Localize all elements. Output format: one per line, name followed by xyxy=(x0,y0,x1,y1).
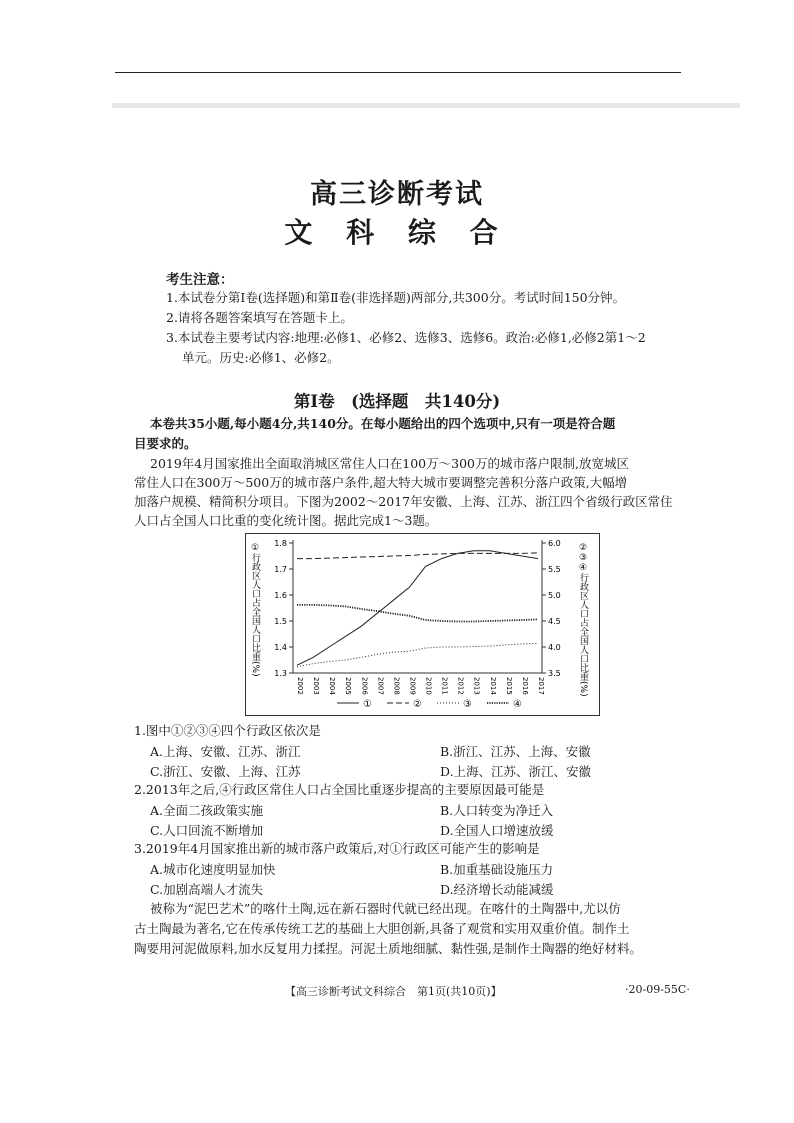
x-tick-label: 2010 xyxy=(424,677,433,695)
x-tick-label: 2004 xyxy=(328,677,337,695)
left-axis-label: ①行政区人口占全国人口比重(%) xyxy=(250,543,260,677)
series-line-④ xyxy=(297,605,538,622)
x-tick-label: 2017 xyxy=(537,677,545,695)
series-line-② xyxy=(297,553,538,559)
right-axis-label: ②③④行政区人口占全国人口比重(%) xyxy=(578,543,588,697)
left-tick-label: 1.6 xyxy=(274,591,287,600)
option-c: C.人口回流不断增加 xyxy=(150,823,264,838)
x-tick-label: 2011 xyxy=(440,677,449,695)
right-tick-label: 4.0 xyxy=(548,643,561,652)
option-b: B.加重基础设施压力 xyxy=(440,862,554,877)
footer-page-info: 【高三诊断考试文科综合 第1页(共10页)】 xyxy=(285,985,502,998)
left-tick-label: 1.8 xyxy=(274,539,287,548)
option-d: D.经济增长动能减缓 xyxy=(440,882,554,897)
x-tick-label: 2009 xyxy=(408,677,417,695)
section-instructions: 本卷共35小题,每小题4分,共140分。在每小题给出的四个选项中,只有一项是符合题 xyxy=(150,416,616,431)
passage-line: 加落户规模、精简积分项目。下图为2002～2017年安徽、上海、江苏、浙江四个省级行政区常住 xyxy=(134,494,673,509)
legend-label: ④ xyxy=(513,699,522,710)
option-b: B.浙江、江苏、上海、安徽 xyxy=(440,744,591,759)
option-a: A.城市化速度明显加快 xyxy=(150,862,276,877)
series-line-① xyxy=(297,551,538,665)
left-tick-label: 1.5 xyxy=(274,617,287,626)
footer-code: ·20-09-55C· xyxy=(625,983,690,996)
legend-label: ③ xyxy=(463,699,472,710)
top-rule xyxy=(115,72,681,73)
legend-label: ① xyxy=(363,699,372,710)
x-tick-label: 2014 xyxy=(488,677,497,695)
population-chart xyxy=(245,533,600,716)
x-tick-label: 2007 xyxy=(376,677,385,695)
x-tick-label: 2005 xyxy=(344,677,353,695)
subject-title: 文 科 综 合 xyxy=(284,216,510,249)
x-tick-label: 2003 xyxy=(312,677,321,695)
x-tick-label: 2002 xyxy=(296,677,304,695)
left-tick-label: 1.7 xyxy=(274,565,287,574)
question-stem: 1.图中①②③④四个行政区依次是 xyxy=(134,723,321,738)
question-stem: 3.2019年4月国家推出新的城市落户政策后,对①行政区可能产生的影响是 xyxy=(134,841,540,856)
x-tick-label: 2012 xyxy=(456,677,465,695)
legend-label: ② xyxy=(413,699,422,710)
right-tick-label: 5.0 xyxy=(548,591,561,600)
question-stem: 2.2013年之后,④行政区常住人口占全国比重逐步提高的主要原因最可能是 xyxy=(134,782,545,797)
notice-item: 1.本试卷分第Ⅰ卷(选择题)和第Ⅱ卷(非选择题)两部分,共300分。考试时间150分钟。 xyxy=(166,290,626,305)
option-d: D.全国人口增速放缓 xyxy=(440,823,554,838)
x-tick-label: 2016 xyxy=(520,677,529,695)
left-tick-label: 1.4 xyxy=(274,643,287,652)
passage-line: 被称为“泥巴艺术”的喀什土陶,远在新石器时代就已经出现。在喀什的土陶器中,尤以仿 xyxy=(150,901,621,916)
right-tick-label: 3.5 xyxy=(548,669,561,678)
passage-line: 常住人口在300万～500万的城市落户条件,超大特大城市要调整完善积分落户政策,大幅增 xyxy=(134,475,628,490)
notice-heading: 考生注意： xyxy=(166,272,234,288)
right-tick-label: 4.5 xyxy=(548,617,561,626)
section-title: 第Ⅰ卷 (选择题 共140分) xyxy=(293,392,501,411)
option-d: D.上海、江苏、浙江、安徽 xyxy=(440,764,592,779)
left-tick-label: 1.3 xyxy=(274,669,287,678)
right-tick-label: 6.0 xyxy=(548,539,561,548)
passage-line: 古土陶最为著名,它在传承传统工艺的基础上大胆创新,具备了观赏和实用双重价值。制作土 xyxy=(134,921,630,936)
option-c: C.浙江、安徽、上海、江苏 xyxy=(150,764,301,779)
scan-band xyxy=(112,103,740,108)
passage-line: 人口占全国人口比重的变化统计图。据此完成1～3题。 xyxy=(134,513,438,528)
notice-item: 单元。历史:必修1、必修2。 xyxy=(182,350,340,365)
option-c: C.加剧高端人才流失 xyxy=(150,882,264,897)
right-tick-label: 5.5 xyxy=(548,565,561,574)
option-a: A.上海、安徽、江苏、浙江 xyxy=(150,744,301,759)
x-tick-label: 2015 xyxy=(504,677,513,695)
passage-line: 2019年4月国家推出全面取消城区常住人口在100万～300万的城市落户限制,放宽城区 xyxy=(150,456,629,471)
x-tick-label: 2008 xyxy=(392,677,401,695)
notice-item: 3.本试卷主要考试内容:地理:必修1、必修2、选修3、选修6。政治:必修1,必修2第1～2 xyxy=(166,330,646,345)
option-b: B.人口转变为净迁入 xyxy=(440,803,554,818)
passage-line: 陶要用河泥做原料,加水反复用力揉捏。河泥土质地细腻、黏性强,是制作土陶器的绝好材料。 xyxy=(134,941,642,956)
series-line-③ xyxy=(297,643,538,666)
x-tick-label: 2013 xyxy=(472,677,481,695)
option-a: A.全面二孩政策实施 xyxy=(150,803,264,818)
notice-item: 2.请将各题答案填写在答题卡上。 xyxy=(166,310,353,325)
section-instructions: 目要求的。 xyxy=(134,436,197,451)
x-tick-label: 2006 xyxy=(360,677,369,695)
exam-title: 高三诊断考试 xyxy=(310,179,484,210)
